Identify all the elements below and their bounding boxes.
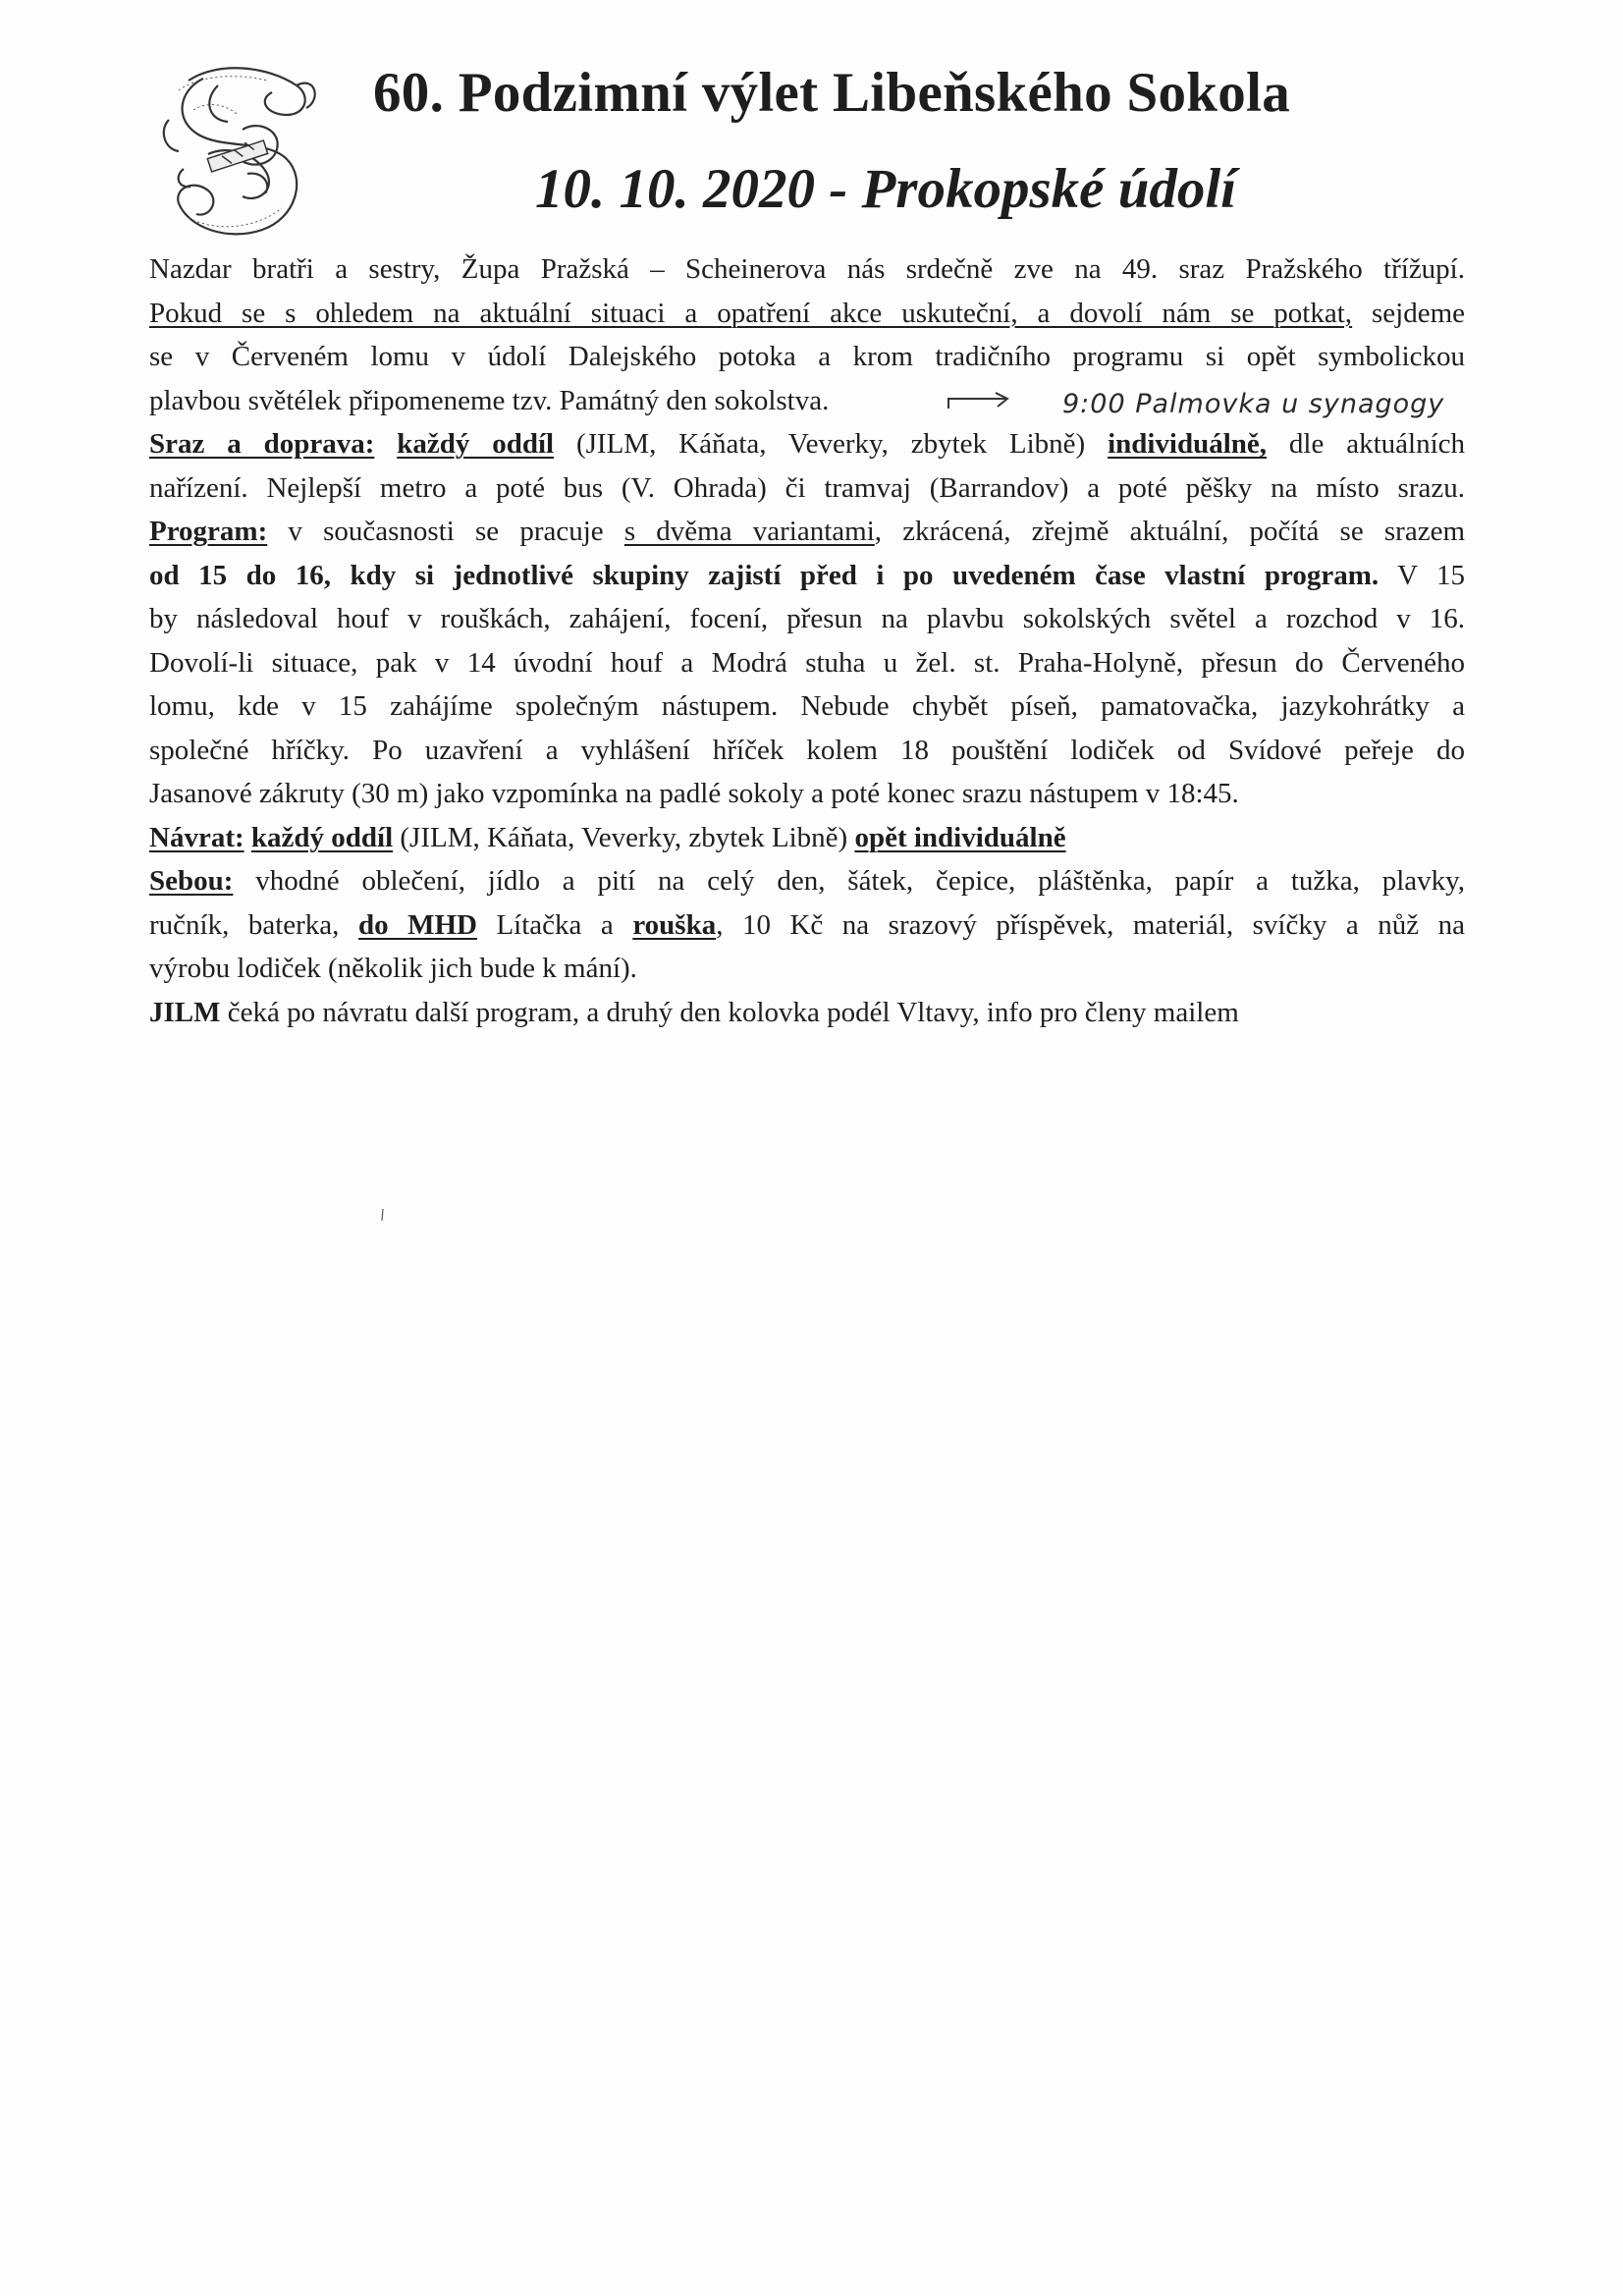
program-bold-text: od 15 do 16, kdy si jednotlivé skupiny zajistí před i po uvedeném čase vlastní program. [149,559,1380,591]
sraz-text: dle aktuálních [1267,428,1465,460]
program-line [149,554,1465,598]
sebou-label: Sebou: [149,865,234,897]
sraz-line [149,422,1465,466]
program-text: , zkrácená, zřejmě aktuální, počítá se srazem [874,516,1465,547]
sebou-text: vhodné oblečení, jídlo a pití na celý den, šátek, čepice, pláštěnka, papír a tužka, plavky, [233,865,1465,897]
program-text: společné hříčky. Po uzavření a vyhlášení hříček kolem 18 pouštění lodiček od Svídové peřeje do [149,734,1465,766]
jilm-label: JILM [149,996,221,1028]
jilm-line [149,991,1465,1035]
program-line [149,772,1465,816]
sebou-line [149,903,1465,948]
sebou-text: ručník, baterka, [149,908,358,941]
sraz-label: Sraz a doprava: [149,428,375,460]
navrat-units: (JILM, Káňata, Veverky, zbytek Libně) [393,821,855,853]
page-title: 60. Podzimní výlet Libeňského Sokola [373,62,1291,124]
sraz-line [149,466,1465,511]
intro-text: se v Červeném lomu v údolí Dalejského potoka a krom tradičního programu si opět symbolickou [149,341,1465,372]
program-two-variants: s dvěma variantami [623,516,875,547]
sraz-individually: individuálně, [1108,428,1268,460]
intro-line [149,247,1465,292]
program-line [149,729,1465,773]
program-text: Jasanové zákruty (30 m) jako vzpomínka na padlé sokoly a poté konec srazu nástupem v 18:45. [149,778,1239,809]
intro-text: plavbou světélek připomeneme tzv. Památný den sokolstva. [149,384,830,416]
sebou-line [149,947,1465,991]
sraz-units: (JILM, Káňata, Veverky, zbytek Libně) [554,428,1109,460]
navrat-label: Návrat: [149,821,244,853]
program-text: v současnosti se pracuje [267,516,624,547]
handwritten-note: 9:00 Palmovka u synagogy [1062,388,1445,419]
intro-line [149,292,1465,336]
intro-condition-text: Pokud se s ohledem na aktuální situaci a opatření akce uskuteční, a dovolí nám se potkat, [149,297,1353,329]
handwritten-arrow-icon [947,387,1017,414]
scan-speck [381,1209,384,1221]
sebou-line [149,859,1465,903]
page-subtitle: 10. 10. 2020 - Prokopské údolí [535,158,1237,220]
program-text: V 15 [1379,559,1465,591]
sraz-text: nařízení. Nejlepší metro a poté bus (V. Ohrada) či tramvaj (Barrandov) a poté pěšky na místo srazu. [149,471,1465,504]
intro-text: sejdeme [1352,297,1465,329]
program-label: Program: [149,516,268,547]
program-line [149,684,1465,729]
navrat-each-unit: každý oddíl [250,821,394,853]
sebou-text: Lítačka a [476,908,633,941]
program-line [149,597,1465,641]
navrat-line [149,816,1465,860]
jilm-text: čeká po návratu další program, a druhý den kolovka podél Vltavy, info pro členy mailem [220,996,1239,1028]
program-text: lomu, kde v 15 zahájíme společným nástupem. Nebude chybět píseň, pamatovačka, jazykohrátky a [149,690,1465,722]
intro-line [149,335,1465,379]
sebou-text: výrobu lodiček (několik jich bude k mání). [149,953,637,984]
intro-line [149,379,1465,423]
program-line [149,510,1465,554]
sebou-text: , 10 Kč na srazový příspěvek, materiál, svíčky a nůž na [716,908,1465,941]
program-text: by následoval houf v rouškách, zahájení, focení, přesun na plavbu sokolských světel a rozchod v 16. [149,603,1465,634]
navrat-again: opět individuálně [854,821,1066,853]
sokol-monogram-icon [149,61,326,243]
document-body [149,247,1465,1034]
sebou-mask: rouška [632,908,717,941]
sraz-each-unit: každý oddíl [397,428,555,460]
sebou-to-mhd: do MHD [357,908,477,941]
program-line [149,641,1465,685]
program-text: Dovolí-li situace, pak v 14 úvodní houf a Modrá stuha u žel. st. Praha-Holyně, přesun do Červeného [149,646,1465,679]
intro-text: Nazdar bratři a sestry, Župa Pražská – Scheinerova nás srdečně zve na 49. sraz Pražského třížupí. [149,253,1465,285]
